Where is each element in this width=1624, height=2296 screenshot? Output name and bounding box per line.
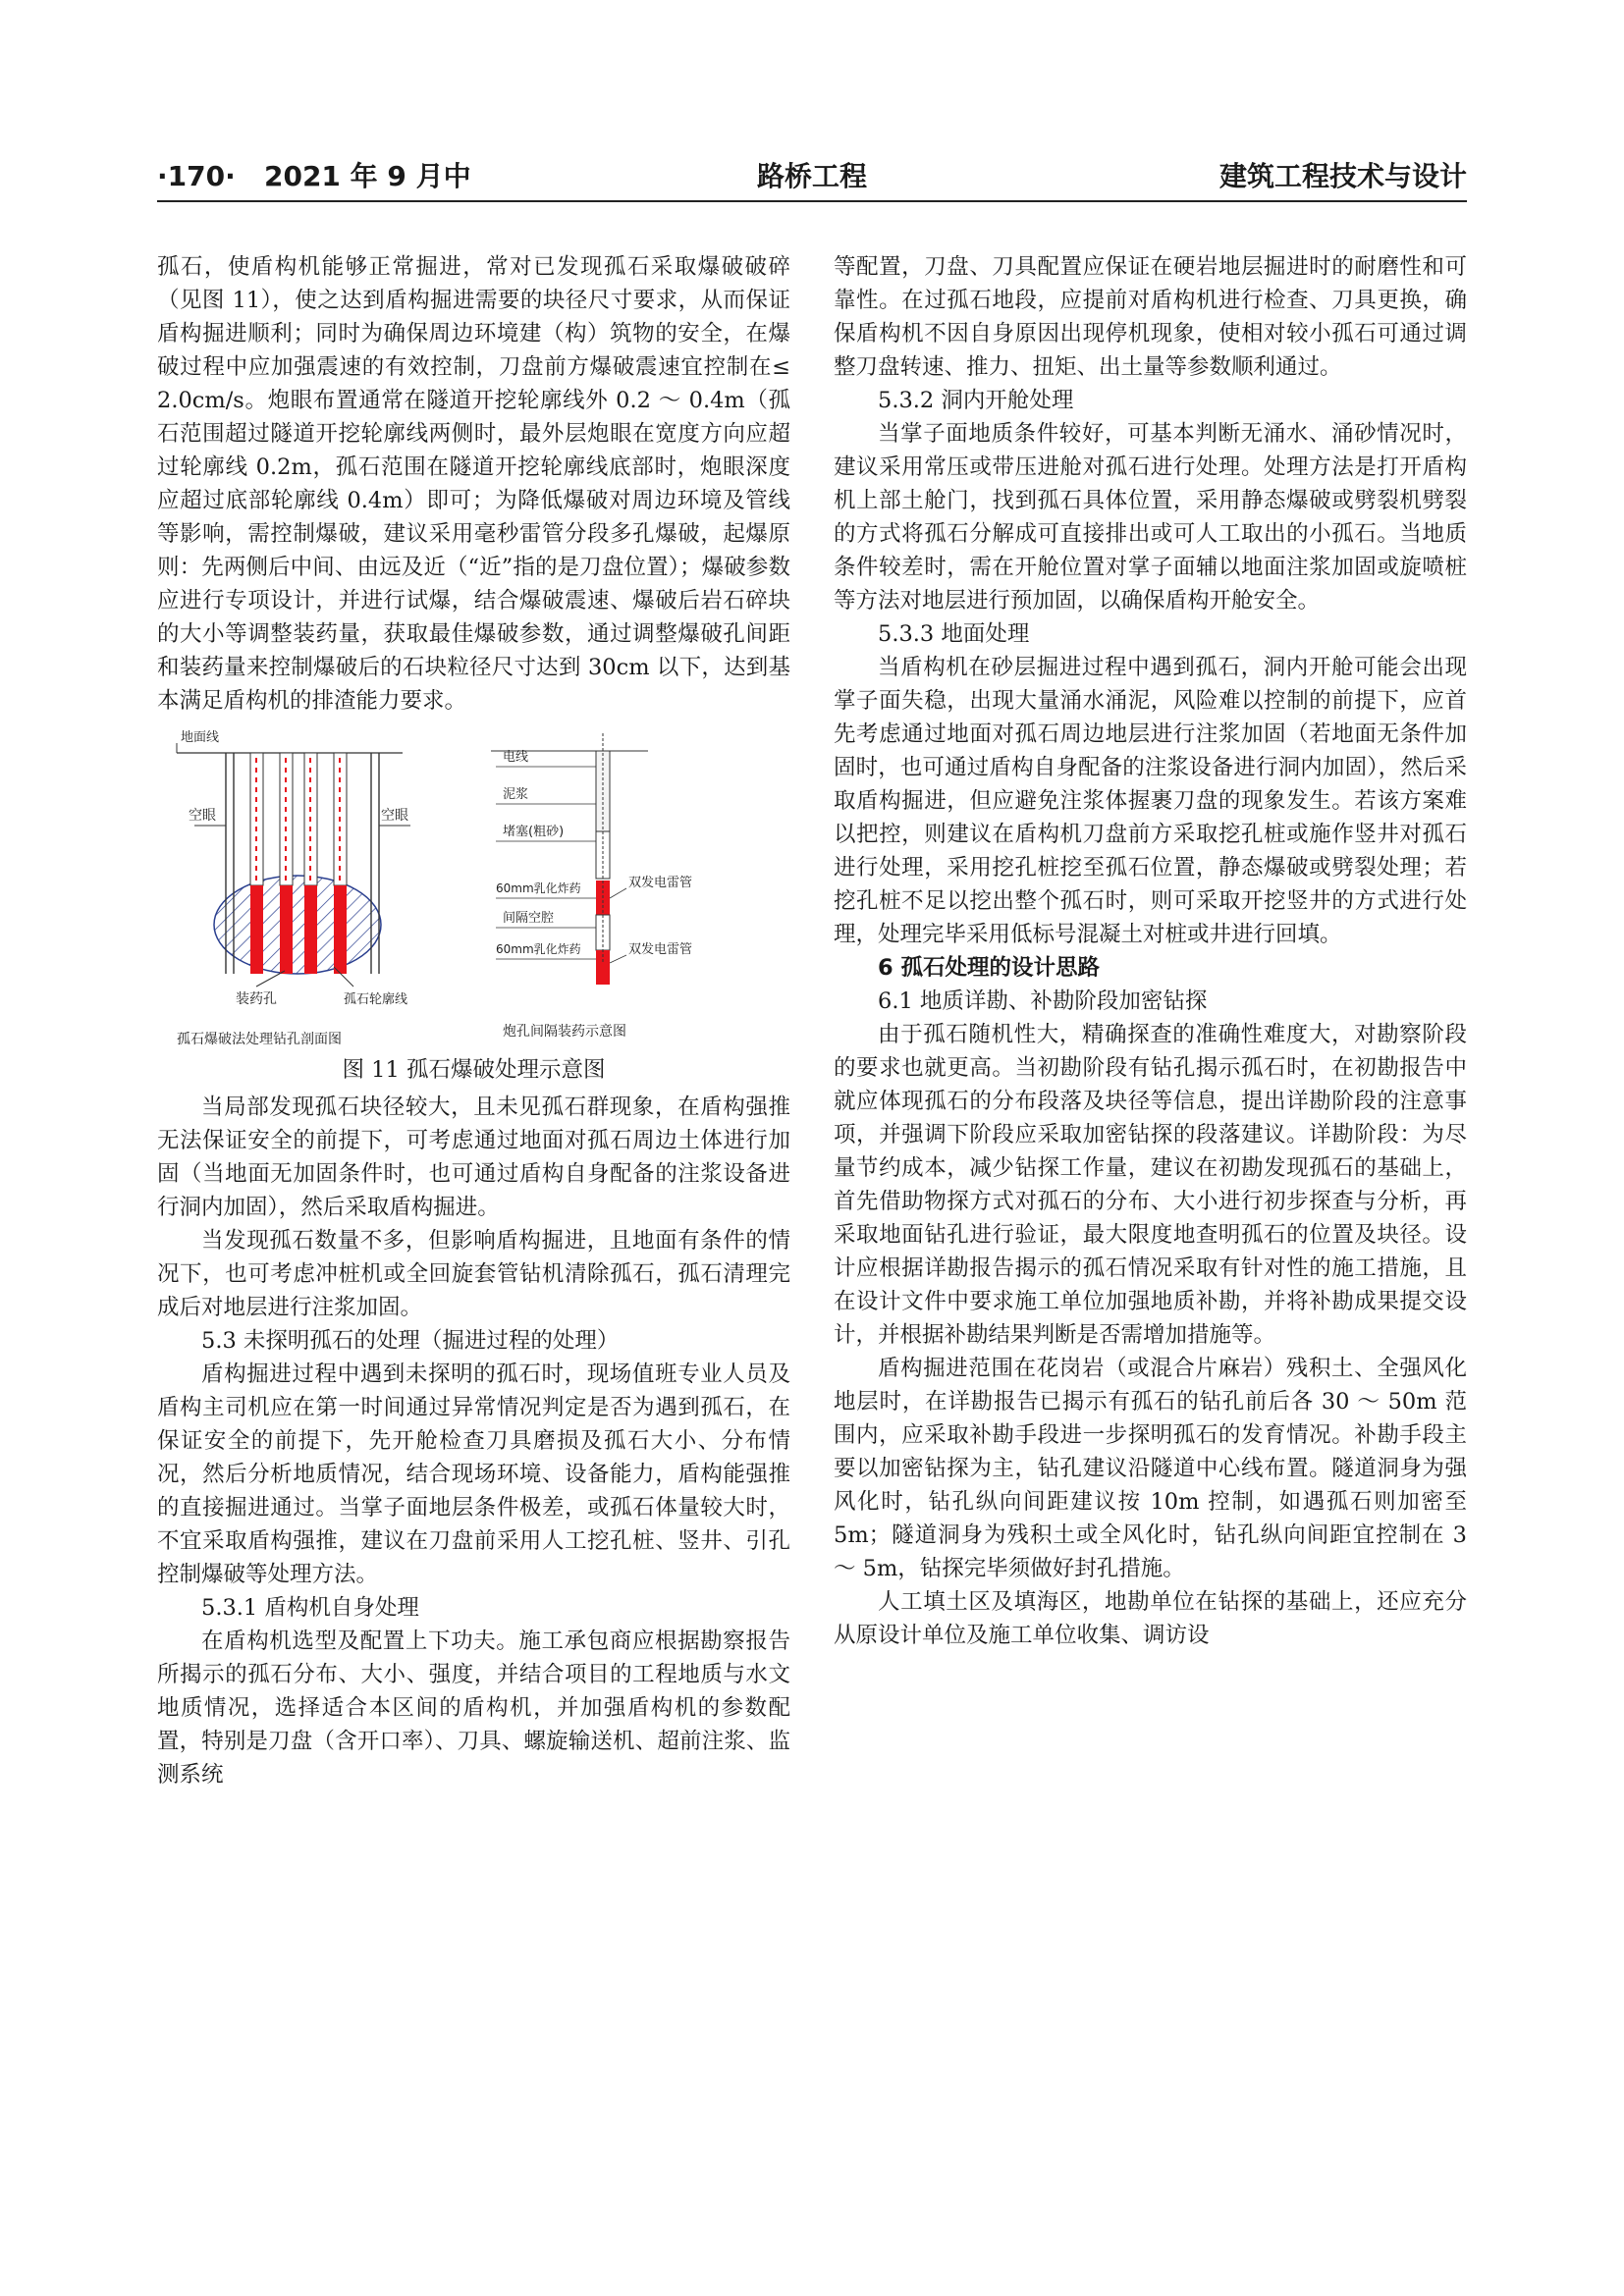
running-header	[157, 155, 1467, 202]
section-title: 路桥工程	[756, 160, 867, 192]
section-heading-6: 6 孤石处理的设计思路	[878, 955, 1100, 981]
paragraph: 盾构掘进过程中遇到未探明的孤石时，现场值班专业人员及盾构主司机应在第一时间通过异常情况判定是否为遇到孤石，在保证安全的前提下，先开舱检查刀具磨损及孤石大小、分布情况，然后分析地质情况，结合现场环境、设备能力，盾构能强推的直接掘进通过。当掌子面地层条件极差，或孤石体量较大时，不宜采取盾构强推，建议在刀盘前采用人工挖孔桩、竖井、引孔控制爆破等处理方法。	[157, 1362, 790, 1587]
label-boulder-outline: 孤石轮廓线	[344, 992, 408, 1007]
paragraph: 孤石，使盾构机能够正常掘进，常对已发现孤石采取爆破破碎（见图 11），使之达到盾构掘进需要的块径尺寸要求，从而保证盾构掘进顺利；同时为确保周边环境建（构）筑物的安全，在爆破过程中应加强震速的有效控制，刀盘前方爆破震速宜控制在≤ 2.0cm/s。炮眼布置通常在隧道开挖轮廓线外 0.2 ～ 0.4m（孤石范围超过隧道开挖轮廓线两侧时，最外层炮眼在宽度方向应超过轮廓线 0.2m，孤石范围在隧道开挖轮廓线底部时，炮眼深度应超过底部轮廓线 0.4m）即可；为降低爆破对周边环境及管线等影响，需控制爆破，建议采用毫秒雷管分段多孔爆破，起爆原则：先两侧后中间、由远及近（“近”指的是刀盘位置）；爆破参数应进行专项设计，并进行试爆，结合爆破震速、爆破后岩石碎块的大小等调整装药量，获取最佳爆破参数，通过调整爆破孔间距和装药量来控制爆破后的石块粒径尺寸达到 30cm 以下，达到基本满足盾构机的排渣能力要求。	[157, 254, 790, 714]
diagram-b-title: 炮孔间隔装药示意图	[503, 1024, 626, 1040]
paragraph: 等配置，刀盘、刀具配置应保证在硬岩地层掘进时的耐磨性和可靠性。在过孤石地段，应提前对盾构机进行检查、刀具更换，确保盾构机不因自身原因出现停机现象，使相对较小孤石可通过调整刀盘转速、推力、扭矩、出土量等参数顺利通过。	[834, 254, 1467, 380]
borehole-profile	[177, 729, 410, 1047]
label-detonator-upper: 双发电雷管	[628, 876, 693, 890]
charge-hole	[280, 753, 293, 974]
interval-charge-diagram	[491, 733, 692, 1040]
label-wire: 电线	[503, 750, 529, 765]
paragraph: 在盾构机选型及配置上下功夫。施工承包商应根据勘察报告所揭示的孤石分布、大小、强度，并结合项目的工程地质与水文地质情况，选择适合本区间的盾构机，并加强盾构机的参数配置，特别是刀盘（含开口率）、刀具、螺旋输送机、超前注浆、监测系统	[157, 1629, 790, 1788]
header-rule	[157, 200, 1467, 202]
label-explosive-lower: 60mm乳化炸药	[496, 942, 581, 956]
charge-hole	[334, 753, 347, 974]
paragraph: 当掌子面地质条件较好，可基本判断无涌水、涌砂情况时，建议采用常压或带压进舱对孤石进行处理。处理方法是打开盾构机上部土舱门，找到孤石具体位置，采用静态爆破或劈裂机劈裂的方式将孤石分解成可直接排出或可人工取出的小孤石。当地质条件较差时，需在开舱位置对掌子面辅以地面注浆加固或旋喷桩等方法对地层进行预加固，以确保盾构开舱安全。	[834, 421, 1467, 614]
section-heading-5-3-2: 5.3.2 洞内开舱处理	[878, 388, 1074, 413]
charge-hole	[250, 753, 263, 974]
page-number: ·170·	[157, 160, 236, 192]
section-heading-6-1: 6.1 地质详勘、补勘阶段加密钻探	[878, 988, 1208, 1014]
label-gap: 间隔空腔	[503, 911, 555, 926]
label-mud: 泥浆	[503, 787, 529, 802]
label-plug: 堵塞(粗砂)	[503, 825, 565, 839]
left-column	[157, 250, 790, 1791]
paragraph: 人工填土区及填海区，地勘单位在钻探的基础上，还应充分从原设计单位及施工单位收集、调访设	[834, 1589, 1467, 1648]
paragraph: 当局部发现孤石块径较大，且未见孤石群现象，在盾构强推无法保证安全的前提下，可考虑通过地面对孤石周边土体进行加固（当地面无加固条件时，也可通过盾构自身配备的注浆设备进行洞内加固），然后采取盾构掘进。	[157, 1095, 790, 1220]
issue-date: 2021 年 9 月中	[263, 160, 471, 192]
paragraph: 盾构掘进范围在花岗岩（或混合片麻岩）残积土、全强风化地层时，在详勘报告已揭示有孤石的钻孔前后各 30 ～ 50m 范围内，应采取补勘手段进一步探明孤石的发育情况。补勘手段主要以加密钻探为主，钻孔建议沿隧道中心线布置。隧道洞身为强风化时，钻孔纵向间距建议按 10m 控制，如遇孤石则加密至 5m；隧道洞身为残积土或全风化时，钻孔纵向间距宜控制在 3 ～ 5m，钻探完毕须做好封孔措施。	[834, 1356, 1467, 1581]
label-explosive-upper: 60mm乳化炸药	[496, 881, 581, 895]
label-empty-hole-left: 空眼	[189, 808, 216, 824]
label-detonator-lower: 双发电雷管	[628, 942, 693, 957]
section-heading-5-3: 5.3 未探明孤石的处理（掘进过程的处理）	[201, 1328, 620, 1354]
figure-caption: 图 11 孤石爆破处理示意图	[342, 1057, 606, 1083]
charge-hole	[304, 753, 317, 974]
blasting-diagram	[157, 723, 790, 1053]
paragraph: 当盾构机在砂层掘进过程中遇到孤石，洞内开舱可能会出现掌子面失稳，出现大量涌水涌泥，风险难以控制的前提下，应首先考虑通过地面对孤石周边地层进行注浆加固（若地面无条件加固时，也可通过盾构自身配备的注浆设备进行洞内加固），然后采取盾构掘进，但应避免注浆体握裹刀盘的现象发生。若该方案难以把控，则建议在盾构机刀盘前方采取挖孔桩或施作竖井对孤石进行处理，采用挖孔桩挖至孤石位置，静态爆破或劈裂处理；若挖孔桩不足以挖出整个孤石时，则可采取开挖竖井的方式进行处理，处理完毕采用低标号混凝土对桩或井进行回填。	[834, 655, 1467, 947]
journal-title: 建筑工程技术与设计	[1218, 160, 1467, 192]
right-column	[834, 250, 1467, 1652]
label-empty-hole-right: 空眼	[381, 808, 408, 824]
diagram-a-title: 孤石爆破法处理钻孔剖面图	[177, 1032, 342, 1047]
label-ground-line: 地面线	[181, 730, 220, 745]
section-heading-5-3-1: 5.3.1 盾构机自身处理	[201, 1595, 419, 1621]
figure-11	[157, 723, 790, 1087]
paragraph: 当发现孤石数量不多，但影响盾构掘进，且地面有条件的情况下，也可考虑冲桩机或全回旋套管钻机清除孤石，孤石清理完成后对地层进行注浆加固。	[157, 1228, 790, 1320]
section-heading-5-3-3: 5.3.3 地面处理	[878, 621, 1030, 647]
paragraph: 由于孤石随机性大，精确探查的准确性难度大，对勘察阶段的要求也就更高。当初勘阶段有钻孔揭示孤石时，在初勘报告中就应体现孤石的分布段落及块径等信息，提出详勘阶段的注意事项，并强调下阶段应采取加密钻探的段落建议。详勘阶段：为尽量节约成本，减少钻探工作量，建议在初勘发现孤石的基础上，首先借助物探方式对孤石的分布、大小进行初步探查与分析，再采取地面钻孔进行验证，最大限度地查明孤石的位置及块径。设计应根据详勘报告揭示的孤石情况采取有针对性的施工措施，且在设计文件中要求施工单位加强地质补勘，并将补勘成果提交设计，并根据补勘结果判断是否需增加措施等。	[834, 1022, 1467, 1348]
label-charge-hole: 装药孔	[236, 991, 277, 1007]
boulder-outline	[214, 876, 381, 974]
